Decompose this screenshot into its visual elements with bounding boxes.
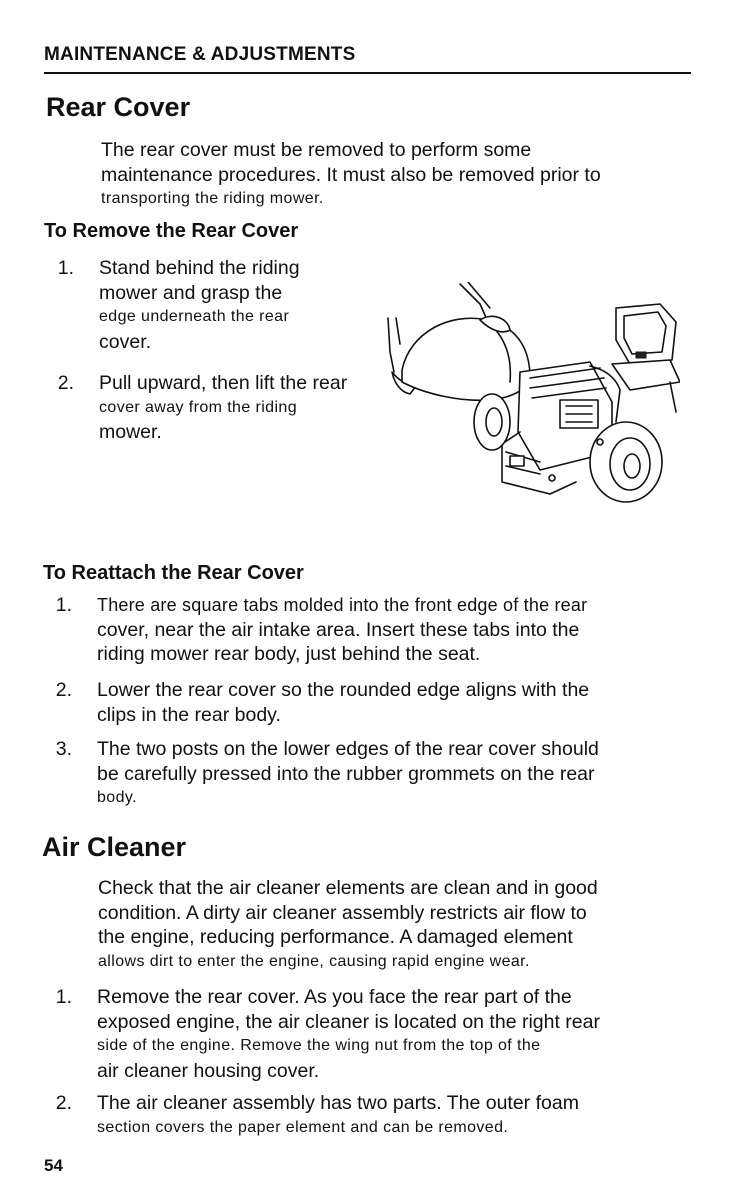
- step-line: Pull upward, then lift the rear: [99, 372, 348, 394]
- rear-cover-intro: [101, 138, 601, 212]
- step-line: The air cleaner assembly has two parts. The outer foam: [97, 1092, 579, 1114]
- rear-cover-intro-line: The rear cover must be removed to perform some: [101, 139, 532, 161]
- header-rule: [44, 72, 691, 74]
- step-line: cover.: [99, 330, 152, 353]
- air-cleaner-title: Air Cleaner: [42, 832, 187, 862]
- step-line: air cleaner housing cover.: [97, 1059, 320, 1082]
- step-line: cover, near the air intake area. Insert these tabs into the: [97, 618, 580, 641]
- step-line: Lower the rear cover so the rounded edge aligns with the: [97, 679, 590, 701]
- reattach-step-1: [97, 593, 587, 667]
- step-line: cover away from the riding: [99, 398, 298, 416]
- section-header: MAINTENANCE & ADJUSTMENTS: [44, 44, 356, 65]
- air-cleaner-intro-line: condition. A dirty air cleaner assembly restricts air flow to: [98, 901, 587, 924]
- page-number: 54: [44, 1156, 63, 1175]
- step-line: edge underneath the rear: [99, 308, 290, 325]
- rear-cover-intro-line: transporting the riding mower.: [101, 190, 324, 207]
- step-line: exposed engine, the air cleaner is located on the right rear: [97, 1010, 600, 1033]
- rear-cover-title: Rear Cover: [46, 92, 191, 122]
- step-number: 1.: [55, 986, 72, 1008]
- air-cleaner-intro-line: allows dirt to enter the engine, causing rapid engine wear.: [98, 952, 530, 970]
- left-arm-line: [388, 318, 394, 372]
- left-arm-line: [396, 318, 400, 344]
- reattach-cover-heading: To Reattach the Rear Cover: [43, 562, 304, 584]
- step-line: There are square tabs molded into the front edge of the rear: [97, 595, 588, 615]
- air-cleaner-intro-line: Check that the air cleaner elements are clean and in good: [98, 877, 598, 899]
- step-line: Stand behind the riding: [99, 257, 300, 279]
- air-cleaner-step-1: [97, 985, 600, 1083]
- step-number: 2.: [57, 372, 74, 394]
- air-cleaner-step-2: [97, 1091, 579, 1140]
- rear-cover-intro-line: maintenance procedures. It must also be removed prior to: [101, 163, 601, 186]
- step-number: 1.: [55, 594, 72, 616]
- step-line: mower and grasp the: [99, 281, 283, 304]
- step-number: 3.: [55, 738, 72, 760]
- air-cleaner-intro-line: the engine, reducing performance. A damaged element: [98, 926, 573, 948]
- step-line: Remove the rear cover. As you face the rear part of the: [97, 986, 572, 1008]
- seat-cushion: [612, 360, 680, 390]
- step-line: side of the engine. Remove the wing nut from the top of the: [97, 1037, 541, 1054]
- reattach-step-2: [97, 678, 589, 727]
- step-line: riding mower rear body, just behind the seat.: [97, 643, 481, 665]
- remove-cover-heading: To Remove the Rear Cover: [44, 220, 299, 242]
- left-rear-wheel: [474, 394, 510, 450]
- step-line: body.: [97, 789, 137, 806]
- bracket: [510, 456, 524, 466]
- step-line: be carefully pressed into the rubber grommets on the rear: [97, 762, 595, 785]
- step-line: section covers the paper element and can be removed.: [97, 1118, 509, 1136]
- step-number: 1.: [57, 257, 74, 279]
- step-line: mower.: [99, 421, 162, 443]
- rear-cover-removal-illustration: [380, 282, 680, 512]
- step-number: 2.: [55, 1092, 72, 1114]
- air-cleaner-intro: [98, 876, 598, 974]
- remove-step-1: [99, 256, 300, 354]
- step-number: 2.: [55, 679, 72, 701]
- step-line: The two posts on the lower edges of the rear cover should: [97, 738, 599, 760]
- remove-step-2: [99, 371, 347, 445]
- reattach-step-3: [97, 737, 599, 811]
- step-line: clips in the rear body.: [97, 703, 281, 726]
- rear-cover-shell: [402, 318, 530, 400]
